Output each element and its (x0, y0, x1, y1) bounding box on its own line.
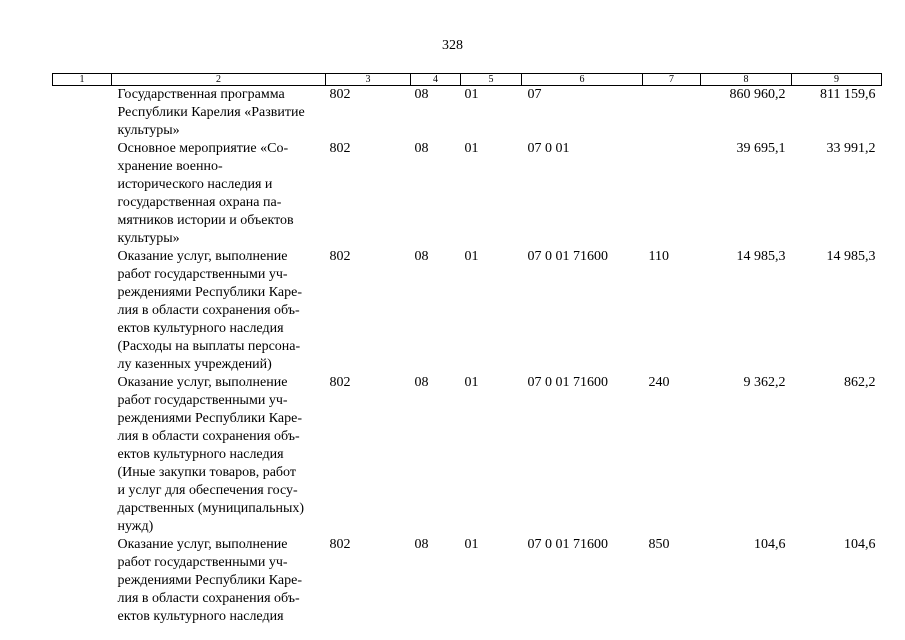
cell-col-5: 01 (464, 141, 479, 156)
cell-col-1 (53, 86, 112, 141)
cell-col-1 (53, 248, 112, 374)
cell-col-6: 07 0 01 71600 (527, 375, 608, 390)
cell-col-4: 08 (414, 249, 429, 264)
cell-col-9: 14 985,3 (826, 249, 876, 264)
table-body (53, 86, 882, 627)
cell-col-1 (53, 140, 112, 248)
row-name: Оказание услуг, выполнение работ государственными уч- реждениями Республики Каре- лия в области сохранения объ- ектов культурного наследия (Иные закупки товаров, работ и услуг для обеспечения госу- дарственных (муниципальных) нужд) (117, 375, 305, 534)
table-row (53, 536, 882, 626)
cell-col-9: 104,6 (844, 537, 876, 552)
cell-col-3: 802 (329, 375, 351, 390)
cell-col-5: 01 (464, 249, 479, 264)
cell-col-4: 08 (414, 141, 429, 156)
cell-col-7 (643, 86, 701, 141)
table-row (53, 248, 882, 374)
cell-col-3: 802 (329, 141, 351, 156)
cell-col-5: 01 (464, 537, 479, 552)
cell-col-5: 01 (464, 375, 479, 390)
table-row (53, 140, 882, 248)
cell-col-9: 33 991,2 (826, 141, 876, 156)
table-row (53, 374, 882, 536)
header-col-4: 4 (411, 74, 461, 86)
cell-col-3: 802 (329, 87, 351, 102)
row-name: Оказание услуг, выполнение работ государственными уч- реждениями Республики Каре- лия в области сохранения объ- ектов культурного наследия (Расходы на выплаты персона- лу казенных учреждений) (117, 249, 302, 372)
table-row (53, 86, 882, 141)
cell-col-4: 08 (414, 375, 429, 390)
cell-col-4: 08 (414, 537, 429, 552)
cell-col-6: 07 0 01 71600 (527, 537, 608, 552)
cell-col-5: 01 (464, 87, 479, 102)
cell-col-9: 862,2 (844, 375, 876, 390)
row-name: Государственная программа Республики Карелия «Развитие культуры» (117, 87, 305, 138)
cell-col-3: 802 (329, 537, 351, 552)
cell-col-1 (53, 536, 112, 626)
row-name: Оказание услуг, выполнение работ государственными уч- реждениями Республики Каре- лия в области сохранения объ- ектов культурного наследия (117, 537, 302, 624)
header-col-7: 7 (643, 74, 701, 86)
cell-col-8: 14 985,3 (736, 249, 786, 264)
budget-table (52, 73, 882, 626)
cell-col-8: 104,6 (754, 537, 786, 552)
cell-col-7: 240 (648, 375, 670, 390)
cell-col-8: 9 362,2 (743, 375, 786, 390)
page-number: 328 (442, 38, 463, 53)
cell-col-6: 07 0 01 71600 (527, 249, 608, 264)
header-col-8: 8 (701, 74, 792, 86)
cell-col-6: 07 0 01 (527, 141, 570, 156)
cell-col-3: 802 (329, 249, 351, 264)
cell-col-4: 08 (414, 87, 429, 102)
header-col-1: 1 (53, 74, 112, 86)
header-col-5: 5 (461, 74, 522, 86)
header-row (53, 74, 882, 86)
cell-col-8: 860 960,2 (729, 87, 786, 102)
cell-col-6: 07 (527, 87, 542, 102)
cell-col-8: 39 695,1 (736, 141, 786, 156)
table-header (53, 74, 882, 86)
cell-col-7: 110 (648, 249, 669, 264)
cell-col-9: 811 159,6 (820, 87, 876, 102)
header-col-3: 3 (326, 74, 411, 86)
cell-col-7 (643, 140, 701, 248)
header-col-6: 6 (522, 74, 643, 86)
header-col-9: 9 (792, 74, 882, 86)
cell-col-1 (53, 374, 112, 536)
row-name: Основное мероприятие «Со- хранение военно- исторического наследия и государственная охрана па- мятников истории и объектов культуры» (117, 141, 294, 246)
cell-col-7: 850 (648, 537, 670, 552)
header-col-2: 2 (112, 74, 326, 86)
